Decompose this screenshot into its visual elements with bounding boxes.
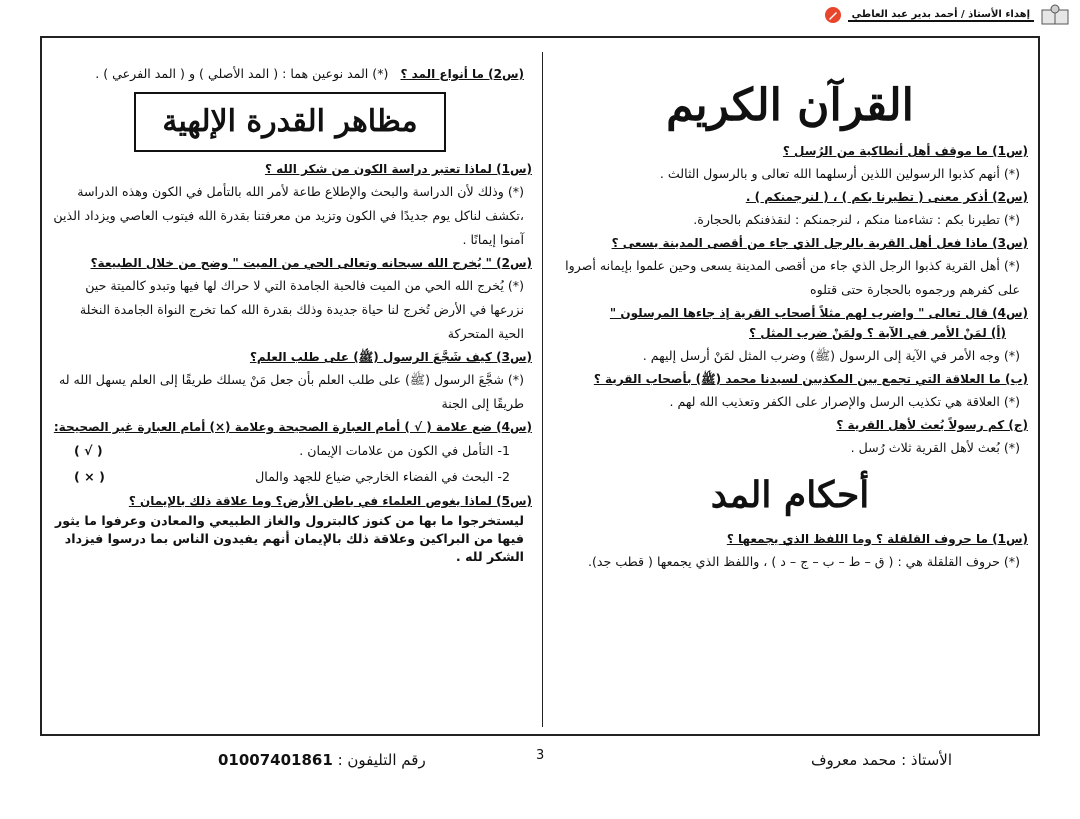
answer: (*) وذلك لأن الدراسة والبحث والإطلاع طاعة لأمر الله بالتأمل في الكون وهذه الدراسة ،تكشف لناكل يوم جديدًا في الكون وتزيد من معرفتنا بقدرة الله فيتوب العاصي ويزداد الذين آمنوا إيمانًا .: [53, 184, 524, 247]
answer: (*) أنهم كذبوا الرسولين اللذين أرسلهما الله تعالى و بالرسول الثالث .: [659, 166, 1020, 181]
header-dedication: [824, 4, 1070, 26]
question-block: [48, 492, 532, 566]
question-block: [48, 418, 532, 490]
statement-row: [48, 438, 532, 464]
madd-title: أحكام المد: [710, 474, 870, 516]
question-block: [48, 62, 532, 86]
answer: (*) تطيرنا بكم : تشاءمنا منكم ، لنرجمنكم : لنقذفنكم بالحجارة.: [693, 212, 1020, 227]
question: (س2) أذكر معنى ( تطيرنا بكم ) ، ( لنرجمنكم ) .: [745, 190, 1028, 204]
question: (س1) ما حروف القلقلة ؟ وما اللفظ الذي يجمعها ؟: [726, 532, 1028, 546]
answer: (*) العلاقة هي تكذيب الرسل والإصرار على الكفر وتعذيب الله لهم .: [669, 394, 1020, 409]
question: (س3) ماذا فعل أهل القرية بالرجل الذي جاء من أقصى المدينة يسعى ؟: [611, 236, 1028, 250]
question-block: [48, 254, 532, 346]
statement-mark: ( √ ): [74, 443, 103, 458]
question-block: [552, 530, 1028, 574]
left-column: [48, 62, 532, 566]
answer: (*) حروف القلقلة هي : ( ق – ط – ب – ج – د ) ، واللفظ الذي يجمعها ( قطب جد).: [588, 554, 1020, 569]
answer: (*) وجه الأمر في الآية إلى الرسول (ﷺ) وضرب المثل لمَنْ أرسل إليهم .: [642, 348, 1020, 363]
question-block: [48, 348, 532, 416]
question: (س3) كيف شَجَّعَ الرسول (ﷺ) على طلب العلم؟: [249, 350, 532, 364]
question-block: [48, 160, 532, 252]
quran-title: القرآن الكريم: [666, 80, 914, 131]
question-block: [552, 324, 1028, 368]
statement-row: [48, 464, 532, 490]
question: (س5) لماذا يغوص العلماء في باطن الأرض؟ وما علاقة ذلك بالإيمان ؟: [128, 494, 532, 508]
sub-question: (ب) ما العلاقة التي تجمع بين المكذبين لسيدنا محمد (ﷺ) بأصحاب القرية ؟: [593, 372, 1028, 386]
footer-phone-block: [218, 746, 426, 774]
question-block: [552, 304, 1028, 322]
statement-text: 1- التأمل في الكون من علامات الإيمان .: [299, 443, 510, 458]
divine-power-title: مظاهر القدرة الإلهية: [134, 92, 446, 152]
answer: (*) أهل القرية كذبوا الرجل الذي جاء من أقصى المدينة يسعى وحين علموا بإيمانه أصروا على كفرهم ورجموه بالحجارة حتى قتلوه: [565, 258, 1020, 297]
question-block: [552, 370, 1028, 414]
pen-icon: [824, 6, 842, 24]
statement-mark: ( × ): [74, 469, 105, 484]
answer: (*) المد نوعين هما : ( المد الأصلي ) و ( المد الفرعي ) .: [95, 66, 389, 81]
answer: (*) شجَّعَ الرسول (ﷺ) على طلب العلم بأن جعل مَنْ يسلك طريقًا إلى العلم يسهل الله له طريقًا إلى الجنة: [58, 372, 524, 411]
right-column: [552, 48, 1028, 574]
question-block: [552, 188, 1028, 232]
question: (س2) " يُخرج الله سبحانه وتعالى الحي من الميت " وضح من خلال الطبيعة؟: [90, 256, 532, 270]
book-logo-icon: [1040, 4, 1070, 26]
phone-number: 01007401861: [218, 751, 333, 769]
question: (س1) ما موقف أهل أنطاكية من الرُسل ؟: [782, 144, 1028, 158]
question: (س2) ما أنواع المد ؟: [400, 67, 524, 81]
sub-question: (ج) كم رسولاً بُعث لأهل القرية ؟: [836, 418, 1028, 432]
question-block: [552, 142, 1028, 186]
question: (س1) لماذا تعتبر دراسة الكون من شكر الله ؟: [264, 162, 532, 176]
question-block: [552, 416, 1028, 460]
question: (س4) قال تعالى " واضرب لهم مثلاً أصحاب القرية إذ جاءها المرسلون ": [609, 306, 1028, 320]
phone-label: رقم التليفون :: [337, 751, 426, 769]
page-number: 3: [536, 748, 545, 763]
sub-question: (أ) لمَنْ الأمر في الآية ؟ ولمَنْ ضرب المثل ؟: [749, 326, 1006, 340]
answer: ليستخرجوا ما بها من كنوز كالبترول والغاز الطبيعي والمعادن وعرفوا ما يثور فيها من البراكين وعلاقة ذلك بالإيمان أنهم يفيدون الناس بما درسوا فيزداد الشكر لله .: [55, 513, 524, 564]
answer: (*) يُخرج الله الحي من الميت فالحبة الجامدة التي لا حراك لها فيها وتبدو كالميتة حين نزرعها في الأرض تُخرج لنا حياة جديدة وذلك بقدرة الله كما تخرج النواة الجامدة النخلة الحية المتحركة: [79, 278, 524, 341]
teacher-name: الأستاذ : محمد معروف: [810, 751, 952, 769]
question-block: [552, 234, 1028, 302]
statement-text: 2- البحث في الفضاء الخارجي ضياع للجهد والمال: [255, 469, 510, 484]
answer: (*) بُعث لأهل القرية ثلاث رُسل .: [850, 440, 1020, 455]
header-label: إهداء الأستاذ / أحمد بدير عبد العاطي: [848, 9, 1034, 22]
column-divider: [542, 52, 543, 727]
question: (س4) ضع علامة ( √ ) أمام العبارة الصحيحة وعلامة (×) أمام العبارة غير الصحيحة:: [53, 420, 532, 434]
